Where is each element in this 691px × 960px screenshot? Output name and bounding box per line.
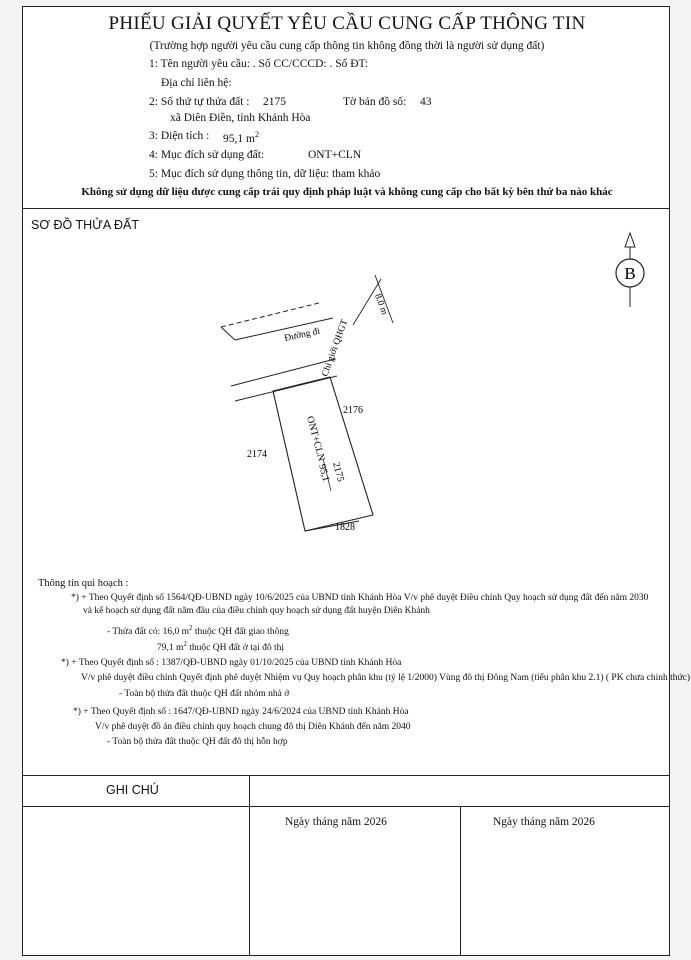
address-label: Địa chỉ liên hệ: — [161, 77, 232, 89]
map-sheet-number: 43 — [420, 96, 432, 108]
usage-warning: Không sử dụng dữ liệu được cung cấp trái quy định pháp luật và không cung cấp cho bất kỳ bên thứ ba nào khác — [81, 186, 613, 198]
planning-heading: Thông tin qui hoạch : — [38, 578, 129, 589]
document-title: PHIẾU GIẢI QUYẾT YÊU CẦU CUNG CẤP THÔNG TIN — [108, 13, 586, 34]
land-use-value: ONT+CLN — [308, 149, 362, 161]
neighbor-2174: 2174 — [247, 449, 267, 460]
parcel-label: 2: Số thứ tự thửa đất : — [149, 96, 250, 108]
parcel-number-label: 2175 — [330, 460, 346, 484]
signature-date-right: Ngày tháng năm 2026 — [493, 816, 595, 828]
document-subtitle: (Trường hợp người yêu cầu cung cấp thông tin không đồng thời là người sử dụng đất) — [149, 40, 545, 52]
signature-date-left: Ngày tháng năm 2026 — [285, 816, 387, 828]
diagram-section-title: SƠ ĐỒ THỬA ĐẤT — [31, 218, 139, 232]
boundary-line-lower — [235, 376, 337, 401]
road-end — [221, 327, 235, 340]
info-purpose-line: 5: Mục đích sử dụng thông tin, dữ liệu: tham khảo — [149, 168, 381, 180]
parcel-location: xã Diên Điền, tỉnh Khánh Hòa — [170, 112, 311, 124]
parcel-diagram — [23, 209, 669, 589]
planning-item-3: *) + Theo Quyết định số : 1647/QĐ-UBND ngày 24/6/2024 của UBND tỉnh Khánh Hòa — [73, 707, 409, 717]
road-label: Đường đi — [283, 326, 322, 344]
boundary-line-upper — [231, 359, 335, 386]
notes-title: GHI CHÚ — [106, 783, 159, 797]
boundary-label: Chỉ giới QHGT — [320, 318, 351, 379]
parcel-area-label: 95,1 — [316, 462, 332, 483]
planning-item-1: *) + Theo Quyết định số 1564/QĐ-UBND ngày 10/6/2025 của UBND tỉnh Khánh Hòa V/v phê duyệt Điều chỉnh Quy hoạch sử dụng đất đến năm 2030 — [71, 593, 649, 603]
land-use-label: 4: Mục đích sử dụng đất: — [149, 149, 265, 161]
notes-header-border — [23, 806, 669, 807]
parcel-number: 2175 — [263, 96, 286, 108]
area-label: 3: Diện tích : — [149, 130, 210, 142]
map-sheet-label: Tờ bản đồ số: — [343, 96, 407, 108]
area-value: 95,1 $m^2$ — [223, 130, 259, 145]
neighbor-1828: 1828 — [335, 522, 355, 533]
document-page — [22, 6, 691, 956]
planning-item-2-cont: V/v phê duyệt điều chỉnh Quyết định phê duyệt Nhiệm vụ Quy hoạch phân khu (tỷ lệ 1/2000) Vùng đô thị Đông Nam (tiểu phân khu 2.1) ( PK chưa chính thức) — [81, 673, 691, 683]
requester-line: 1: Tên người yêu cầu: . Số CC/CCCD: . Số ĐT: — [149, 58, 369, 70]
planning-item-1-cont: và kế hoạch sử dụng đất năm đầu của điều chỉnh quy hoạch sử dụng đất huyện Diên Khánh — [83, 606, 430, 616]
planning-item-1-residential: 79,1 $m^2$ thuộc QH đất ở tại đô thị — [157, 640, 284, 654]
signature-column-divider — [460, 806, 461, 956]
north-label: B — [624, 264, 636, 283]
north-arrow-icon — [616, 233, 644, 307]
neighbor-2176: 2176 — [343, 405, 363, 416]
parcel-use-label: ONT+CLN — [304, 414, 327, 463]
notes-top-border — [23, 775, 669, 776]
planning-item-3-detail: - Toàn bộ thửa đất thuộc QH đất đô thị hỗn hợp — [107, 737, 288, 747]
planning-item-3-cont: V/v phê duyệt đồ án điều chỉnh quy hoạch chung đô thị Diên Khánh đến năm 2040 — [95, 722, 411, 732]
planning-item-2: *) + Theo Quyết định số : 1387/QĐ-UBND ngày 01/10/2025 của UBND tỉnh Khánh Hòa — [61, 658, 402, 668]
road-edge-top — [221, 303, 319, 327]
planning-item-1-transport: - Thửa đất có: 16,0 $m^2$ thuộc QH đất giao thông — [107, 624, 289, 638]
width-label: 8.0 m — [372, 292, 389, 317]
planning-item-2-detail: - Toàn bộ thửa đất thuộc QH đất nhóm nhà ở — [119, 689, 290, 699]
notes-column-divider — [249, 775, 250, 956]
